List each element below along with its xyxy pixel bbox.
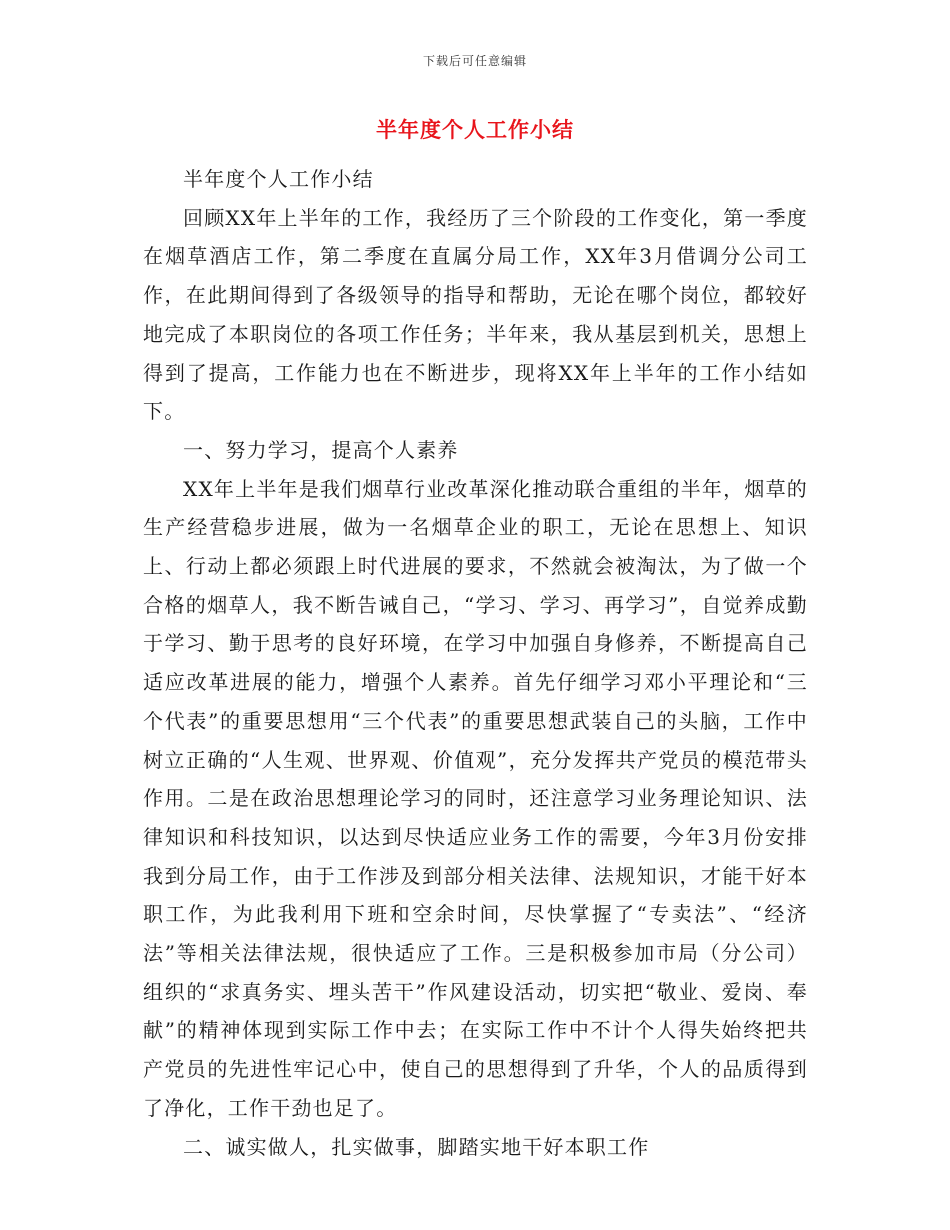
section-heading-2: 二、诚实做人，扎实做事，脚踏实地干好本职工作: [183, 1134, 650, 1159]
section-heading-1: 一、努力学习，提高个人素养: [183, 437, 459, 462]
page-header-note: 下载后可任意编辑: [422, 54, 527, 68]
paragraph-section-1: XX年上半年是我们烟草行业改革深化推动联合重组的半年，烟草的生产经营稳步进展，做为一名烟草企业的职工，无论在思想上、知识上、行动上都必须跟上时代进展的要求，不然就会被淘汰，为了做一个合格的烟草人，我不断告诫自己，“学习、学习、再学习”，自觉养成勤于学习、勤于思考的良好环境，在学习中加强自身修养，不断提高自己适应改革进展的能力，增强个人素养。首先仔细学习邓小平理论和“三个代表”的重要思想用“三个代表”的重要思想武装自己的头脑，工作中树立正确的“人生观、世界观、价值观”，充分发挥共产党员的模范带头作用。二是在政治思想理论学习的同时，还注意学习业务理论知识、法律知识和科技知识，以达到尽快适应业务工作的需要，今年3月份安排我到分局工作，由于工作涉及到部分相关法律、法规知识，才能干好本职工作，为此我利用下班和空余时间，尽快掌握了“专卖法”、“经济法”等相关法律法规，很快适应了工作。三是积极参加市局（分公司）组织的“求真务实、埋头苦干”作风建设活动，切实把“敬业、爱岗、奉献”的精神体现到实际工作中去；在实际工作中不计个人得失始终把共产党员的先进性牢记心中，使自己的思想得到了升华，个人的品质得到了净化，工作干劲也足了。: [143, 476, 808, 1120]
document-title: 半年度个人工作小结: [376, 117, 574, 142]
document-body: [143, 160, 808, 1166]
paragraph-subtitle: 半年度个人工作小结: [183, 167, 374, 191]
paragraph-intro: 回顾XX年上半年的工作，我经历了三个阶段的工作变化，第一季度在烟草酒店工作，第二季度在直属分局工作，XX年3月借调分公司工作，在此期间得到了各级领导的指导和帮助，无论在哪个岗位，都较好地完成了本职岗位的各项工作任务；半年来，我从基层到机关，思想上得到了提高，工作能力也在不断进步，现将XX年上半年的工作小结如下。: [143, 205, 808, 424]
